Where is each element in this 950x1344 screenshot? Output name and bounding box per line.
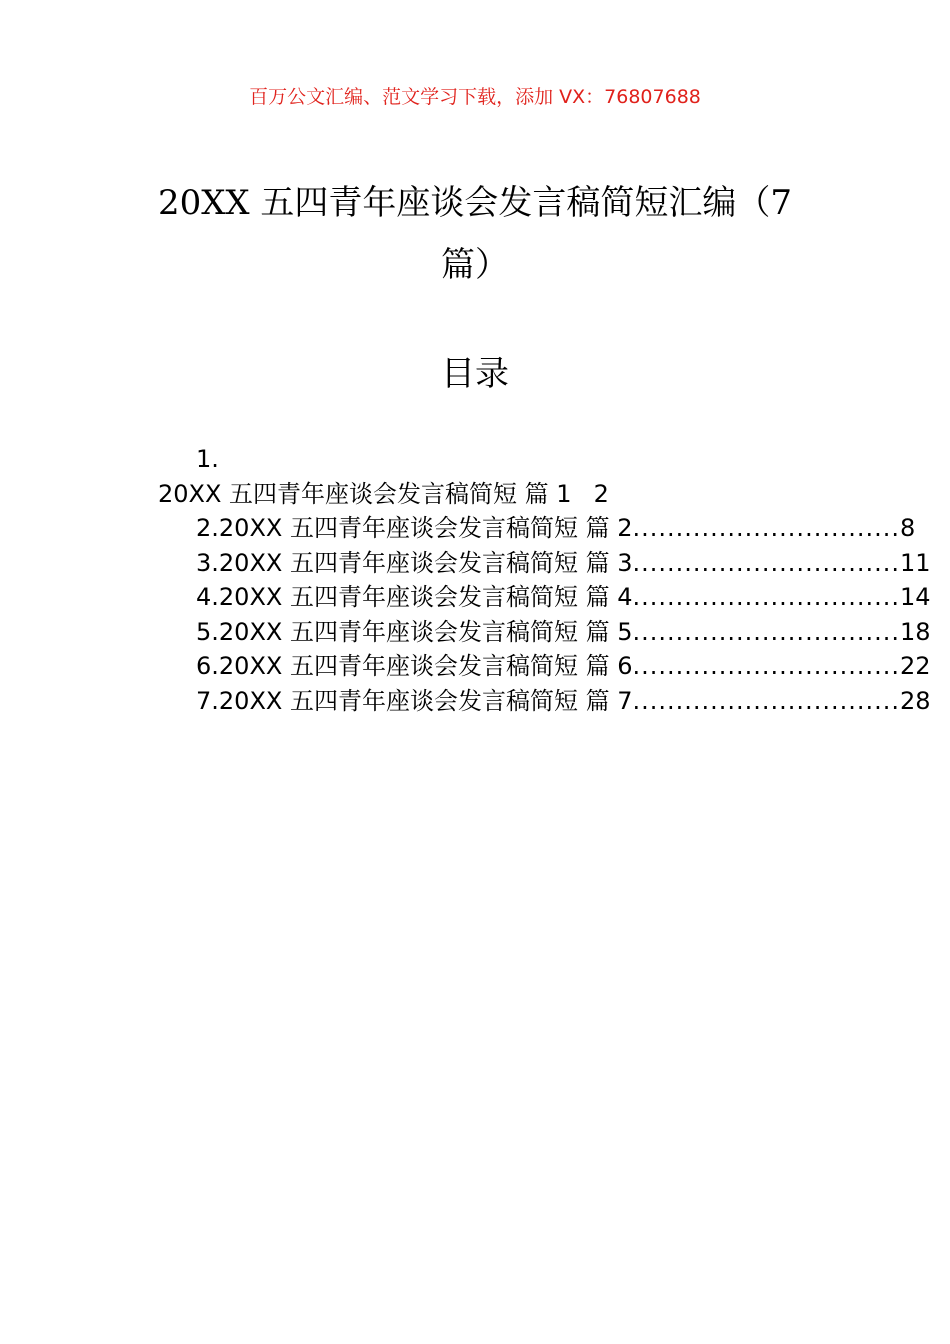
toc-entry-5[interactable] xyxy=(158,615,931,650)
toc-dot-leader: ............................... xyxy=(632,514,900,542)
toc-dot-leader: ............................... xyxy=(632,617,900,646)
toc-entry-label: 2.20XX 五四青年座谈会发言稿简短 篇 2 xyxy=(196,514,633,542)
toc-entry-label: 20XX 五四青年座谈会发言稿简短 篇 1 xyxy=(158,479,572,508)
toc-entry-label: 3.20XX 五四青年座谈会发言稿简短 篇 3 xyxy=(196,548,633,577)
toc-dot-leader: ............................... xyxy=(632,686,900,715)
toc-dot-leader: ............................... xyxy=(632,583,900,611)
toc-entry-page: 18 xyxy=(899,617,931,646)
toc-entry-3[interactable] xyxy=(158,546,931,581)
toc-dot-leader: ............................... xyxy=(632,652,900,680)
toc-heading: 目录 xyxy=(441,354,509,394)
toc-entry-page: 28 xyxy=(899,686,931,715)
table-of-contents xyxy=(158,442,931,718)
toc-entry-page: 11 xyxy=(899,548,931,577)
toc-dot-leader: ............................... xyxy=(632,548,900,577)
toc-entry-1-number: 1. xyxy=(196,445,219,473)
toc-entry-6[interactable] xyxy=(158,649,931,684)
toc-entry-2[interactable] xyxy=(158,511,916,546)
toc-entry-label: 7.20XX 五四青年座谈会发言稿简短 篇 7 xyxy=(196,686,633,715)
toc-entry-page: 22 xyxy=(899,652,931,680)
document-title-line-2: 篇） xyxy=(441,245,509,285)
toc-entry-label: 6.20XX 五四青年座谈会发言稿简短 篇 6 xyxy=(196,652,633,680)
toc-entry-4[interactable] xyxy=(158,580,931,615)
document-title xyxy=(140,172,810,296)
header-note: 百万公文汇编、范文学习下载，添加 VX：76807688 xyxy=(249,86,701,108)
toc-entry-1[interactable] xyxy=(158,477,808,512)
toc-entry-label: 5.20XX 五四青年座谈会发言稿简短 篇 5 xyxy=(196,617,633,646)
toc-entry-page: 8 xyxy=(899,514,916,542)
document-title-line-1: 20XX 五四青年座谈会发言稿简短汇编（7 xyxy=(157,183,793,223)
toc-entry-page: 14 xyxy=(899,583,931,611)
toc-entry-7[interactable] xyxy=(158,684,931,719)
toc-entry-label: 4.20XX 五四青年座谈会发言稿简短 篇 4 xyxy=(196,583,633,611)
toc-entry-page: 2 xyxy=(593,479,609,508)
